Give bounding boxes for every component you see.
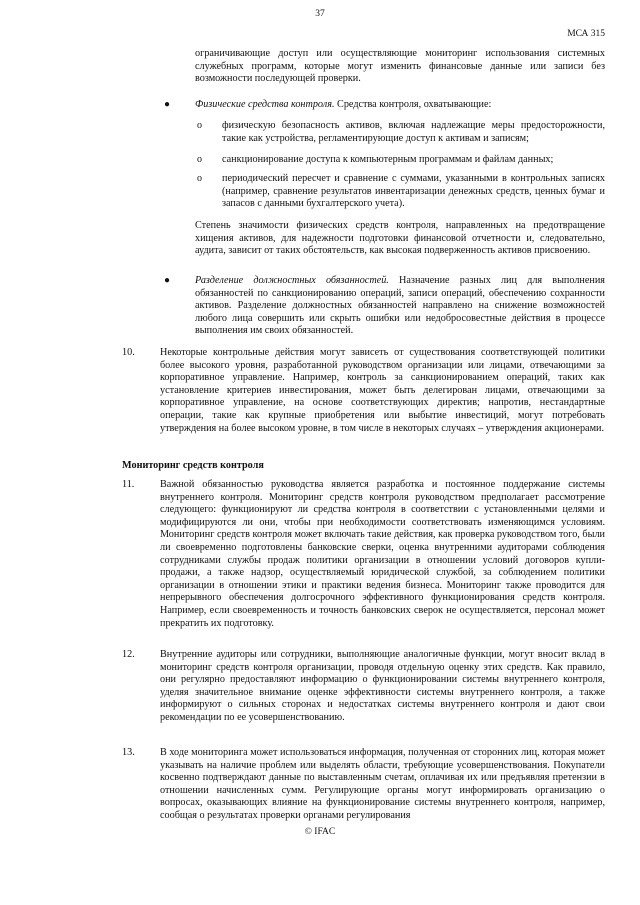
paragraph-13: В ходе мониторинга может использоваться информация, полученная от сторонних лиц, которая может указывать на наличие проблем или выделять области, требующие усовершенствования. Покупатели косвенно подтверждают данные по выставленным счетам, оплачивая их или предъявляя претензии в отношении начисленных сумм. Регулирующие органы могут информировать организацию о вопросах, оказывающих влияние на функционирование системы внутреннего контроля, например, сообщая о результатах проверки органами регулирования <box>160 747 605 821</box>
paragraph-number: 11. <box>122 479 135 490</box>
circle-bullet-icon: o <box>197 173 202 184</box>
circle-bullet-icon: o <box>197 120 202 131</box>
copyright-footer: © IFAC <box>304 827 336 837</box>
circle-bullet-icon: o <box>197 154 202 165</box>
continuation-paragraph: ограничивающие доступ или осуществляющие мониторинг использования системных служебных программ, которые могут изменить финансовые данные или записи без возможности последующей проверки. <box>195 48 605 85</box>
physical-summary: Степень значимости физических средств контроля, направленных на предотвращение хищения активов, для надежности подготовки финансовой отчетности и, следовательно, аудита, зависит от таких обстоятельств, как высокая подверженность активов присвоению. <box>195 220 605 257</box>
segregation-title: Разделение должностных обязанностей. <box>195 275 389 286</box>
physical-controls-intro-text: Средства контроля, охватывающие: <box>334 99 492 110</box>
page-number: 37 <box>315 9 325 19</box>
physical-controls-intro <box>195 99 605 112</box>
physical-controls-title: Физические средства контроля. <box>195 99 335 110</box>
segregation-paragraph <box>195 275 605 338</box>
paragraph-number: 12. <box>122 649 135 660</box>
paragraph-12: Внутренние аудиторы или сотрудники, выполняющие аналогичные функции, могут вносит вклад в мониторинг средств контроля организации, проводя отдельную оценку этих средств. Как правило, они регулярно предоставляют информацию о функционировании системы внутреннего контроля, уделяя значительное внимание оценке эффективности системы внутреннего контроля, а также информируют о сильных сторонах и недостатках системы внутреннего контроля и дают свои рекомендации по ее усовершенствованию. <box>160 649 605 723</box>
section-heading: Мониторинг средств контроля <box>122 460 264 471</box>
standard-code: МСА 315 <box>567 29 605 39</box>
bullet-icon: ● <box>164 99 171 110</box>
physical-item-2: санкционирование доступа к компьютерным программам и файлам данных; <box>222 154 554 165</box>
paragraph-10: Некоторые контрольные действия могут зависеть от существования соответствующей политики более высокого уровня, разработанной руководством организации или лицами, отвечающими за корпоративное управление. Например, контроль за санкционированием операций, таких как установление критериев инвестирования, может быть делегирован лицами, отвечающими за корпоративное управление, на основе соответствующих директив; напротив, нестандартные операции, такие как крупные приобретения или выбытие инвестиций, могут потребовать утверждения на более высоком уровне, в том числе в некоторых случаях – утверждения акционерами. <box>160 347 605 434</box>
physical-item-3: периодический пересчет и сравнение с суммами, указанными в контрольных записях (например, сравнение результатов инвентаризации денежных средств, ценных бумаг и запасов с данными бухгалтерского учета). <box>222 173 605 210</box>
paragraph-number: 10. <box>122 347 135 358</box>
paragraph-number: 13. <box>122 747 135 758</box>
bullet-icon: ● <box>164 275 171 286</box>
segregation-text: Назначение разных лиц для выполнения обязанностей по санкционированию операций, записи операций, обеспечению сохранности активов. Разделение должностных обязанностей направлено на снижение возможностей любого лица совершить или скрыть ошибки или недобросовестные действия в процессе выполнения им своих обязанностей. <box>195 275 605 337</box>
physical-item-1: физическую безопасность активов, включая надлежащие меры предосторожности, такие как устройства, регламентирующие доступ к активам и записям; <box>222 120 605 144</box>
paragraph-11: Важной обязанностью руководства является разработка и постоянное поддержание системы внутреннего контроля. Мониторинг средств контроля руководством предполагает рассмотрение следующего: функционируют ли средства контроля в соответствии с установленными целями и модифицируются ли они, чтобы при необходимости соответствовать изменяющимся условиям. Мониторинг средств контроля может включать такие действия, как проверка руководством того, были ли своевременно подготовлены банковские сверки, оценка внутренними аудиторами соблюдения сотрудниками службы продаж политики организации в отношении условий договоров купли-продажи, а также надзор, осуществляемый юридической службой, за соблюдением политики организации в отношении этики и практики ведения бизнеса. Мониторинг также проводится для непрерывного обеспечения долгосрочного эффективного функционирования средств контроля. Например, если своевременность и точность банковских сверок не осуществляется, персонал может прекратить их подготовку. <box>160 479 605 629</box>
